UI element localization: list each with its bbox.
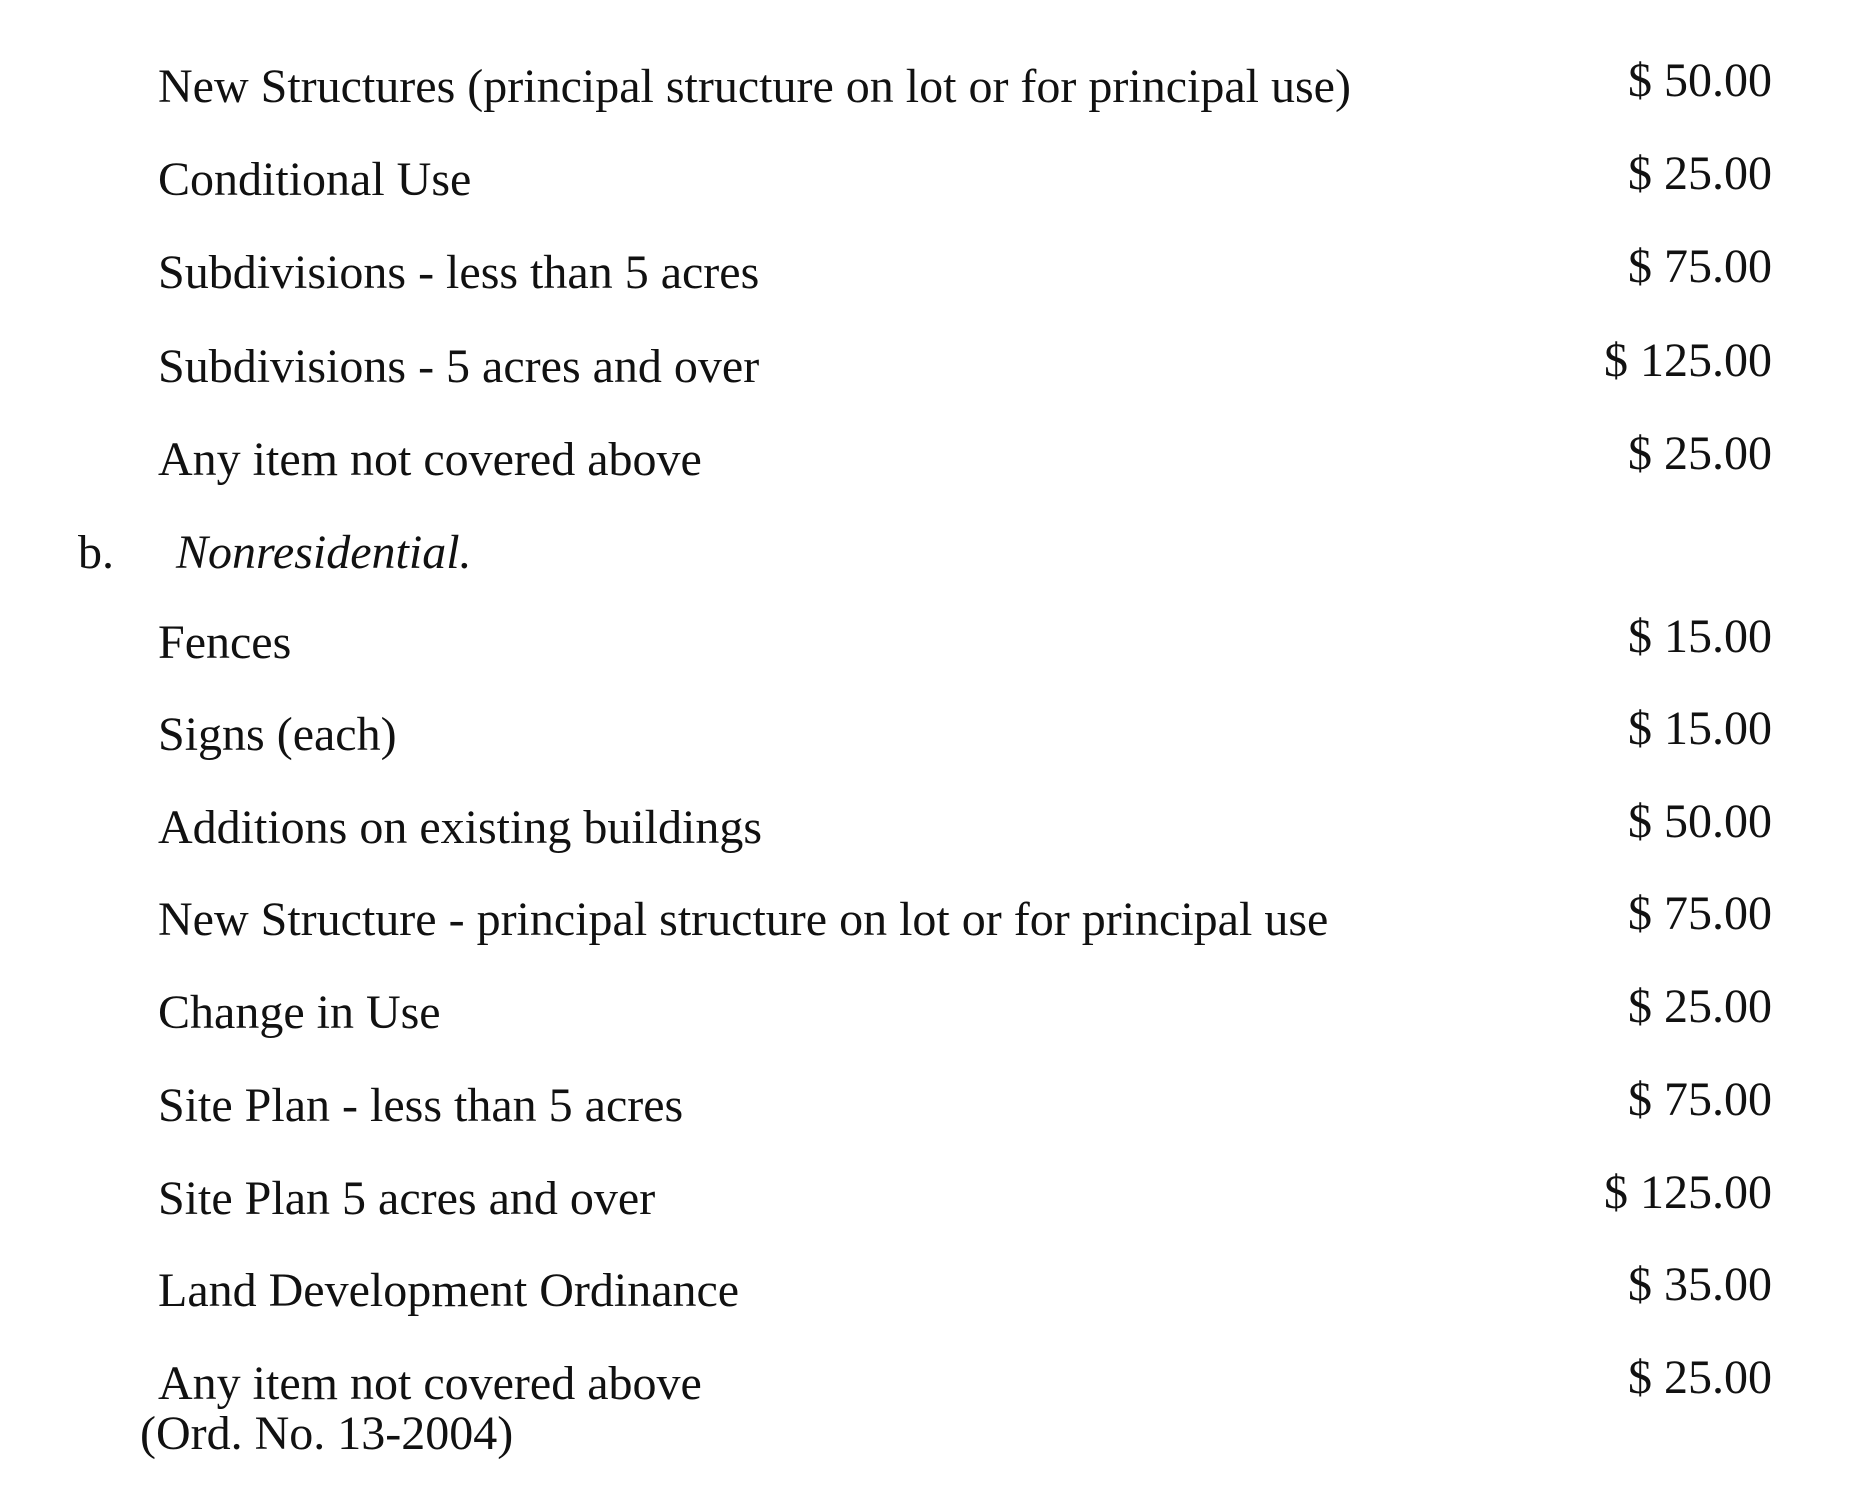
fee-row bbox=[0, 147, 1872, 221]
fee-label: Site Plan - less than 5 acres bbox=[158, 1079, 684, 1132]
fee-amount: $ 50.00 bbox=[1628, 795, 1772, 848]
fee-label: Conditional Use bbox=[158, 153, 472, 206]
fee-label: Subdivisions - less than 5 acres bbox=[158, 246, 760, 299]
fee-amount: $ 25.00 bbox=[1628, 1351, 1772, 1404]
fee-row bbox=[0, 702, 1872, 776]
fee-label: Subdivisions - 5 acres and over bbox=[158, 340, 760, 393]
fee-row bbox=[0, 795, 1872, 869]
section-title: Nonresidential. bbox=[176, 526, 472, 579]
fee-amount: $ 15.00 bbox=[1628, 702, 1772, 755]
ordinance-reference: (Ord. No. 13-2004) bbox=[140, 1407, 514, 1460]
fee-row bbox=[0, 1073, 1872, 1147]
fee-label: Change in Use bbox=[158, 986, 441, 1039]
fee-amount: $ 25.00 bbox=[1628, 147, 1772, 200]
fee-amount: $ 75.00 bbox=[1628, 1073, 1772, 1126]
section-heading bbox=[0, 524, 1872, 594]
fee-row bbox=[0, 240, 1872, 314]
fee-label: New Structure - principal structure on lot or for principal use bbox=[158, 893, 1329, 946]
fee-label: Land Development Ordinance bbox=[158, 1264, 740, 1317]
fee-amount: $ 25.00 bbox=[1628, 427, 1772, 480]
fee-row bbox=[0, 1166, 1872, 1240]
fee-label: Signs (each) bbox=[158, 708, 397, 761]
fee-label: Site Plan 5 acres and over bbox=[158, 1172, 656, 1225]
fee-amount: $ 25.00 bbox=[1628, 980, 1772, 1033]
fee-row bbox=[0, 1258, 1872, 1332]
fee-row bbox=[0, 887, 1872, 961]
fee-amount: $ 50.00 bbox=[1628, 54, 1772, 107]
fee-amount: $ 125.00 bbox=[1604, 334, 1772, 387]
fee-amount: $ 75.00 bbox=[1628, 887, 1772, 940]
fee-amount: $ 15.00 bbox=[1628, 610, 1772, 663]
fee-label: Fences bbox=[158, 616, 292, 669]
fee-amount: $ 35.00 bbox=[1628, 1258, 1772, 1311]
fee-label: Any item not covered above bbox=[158, 1357, 702, 1410]
fee-row bbox=[0, 610, 1872, 684]
fee-label: Additions on existing buildings bbox=[158, 801, 763, 854]
fee-label: Any item not covered above bbox=[158, 433, 702, 486]
fee-row bbox=[0, 334, 1872, 408]
fee-row bbox=[0, 54, 1872, 128]
section-letter: b. bbox=[78, 526, 114, 579]
fee-label: New Structures (principal structure on lot or for principal use) bbox=[158, 60, 1351, 113]
fee-row bbox=[0, 980, 1872, 1054]
fee-amount: $ 75.00 bbox=[1628, 240, 1772, 293]
fee-row bbox=[0, 427, 1872, 501]
fee-amount: $ 125.00 bbox=[1604, 1166, 1772, 1219]
